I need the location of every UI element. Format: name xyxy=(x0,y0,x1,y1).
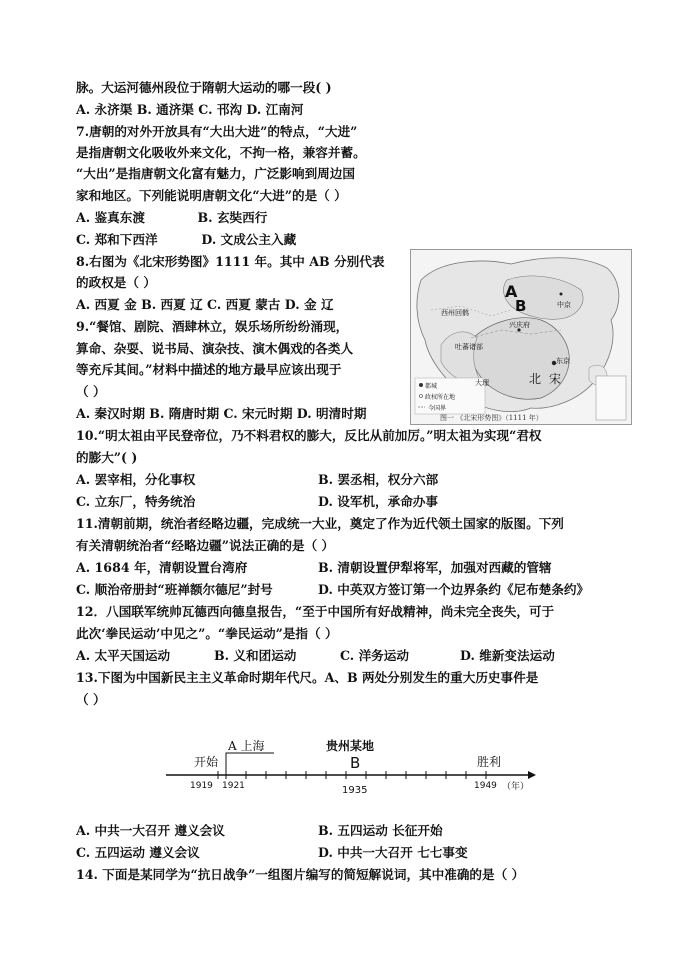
q10-option-c: C. 立东厂，特务统治 xyxy=(76,494,196,509)
q8-options: A. 西夏 金 B. 西夏 辽 C. 西夏 蒙古 D. 金 辽 xyxy=(76,297,334,312)
q12-stem-line1: 12．八国联军统帅瓦德西向德皇报告，“至于中国所有好战精神，尚未完全丧失，可于 xyxy=(76,604,555,619)
q13-stem-line1: 13.下图为中国新民主主义革命时期年代尺。A、B 两处分别发生的重大历史事件是 xyxy=(76,670,539,685)
q13-option-b: B. 五四运动 长征开始 xyxy=(318,823,443,838)
q6-options: A. 永济渠 B. 通济渠 C. 邗沟 D. 江南河 xyxy=(76,102,304,117)
q9-options: A. 秦汉时期 B. 隋唐时期 C. 宋元时期 D. 明清时期 xyxy=(76,406,367,421)
timeline-year-1935: 1935 xyxy=(342,785,368,796)
q10-option-b: B. 罢丞相，权分六部 xyxy=(318,472,439,487)
q9-stem-line1: 9.“餐馆、剧院、酒肆林立，娱乐场所纷纷涌现， xyxy=(76,319,349,334)
map-legend-capital: 都城 xyxy=(425,383,438,390)
map-place-tubo: 吐蕃诸部 xyxy=(455,343,483,351)
q11-option-a: A. 1684 年，清朝设置台湾府 xyxy=(76,560,248,575)
q13-stem-line2: （ ） xyxy=(76,692,106,707)
q13-option-a: A. 中共一大召开 遵义会议 xyxy=(76,823,225,838)
q11-stem-line1: 11.清朝前期，统治者经略边疆，完成统一大业，奠定了作为近代领土国家的版图。下列 xyxy=(76,516,564,531)
q14-stem: 14. 下面是某同学为“抗日战争”一组图片编写的简短解说词，其中准确的是（ ） xyxy=(76,867,525,882)
q9-stem-line3: 等充斥其间。”材料中描述的地方最早应该出现于 xyxy=(76,362,342,377)
timeline-year-1949: 1949 xyxy=(474,781,497,791)
map-place-zhongjing: 中京 xyxy=(557,301,571,309)
q12-option-d: D. 维新变法运动 xyxy=(460,648,555,663)
q13-option-d: D. 中共一大召开 七七事变 xyxy=(318,845,468,860)
q8-stem-line1: 8.右图为《北宋形势图》1111 年。其中 AB 分别代表 xyxy=(76,254,385,269)
q12-stem-line2: 此次‘拳民运动’中见之”。“拳民运动”是指（ ） xyxy=(76,626,338,641)
q11-stem-line2: 有关清朝统治者“经略边疆”说法正确的是（ ） xyxy=(76,538,335,553)
map-place-dongjing: 东京 xyxy=(556,357,570,365)
q8-stem-line2: 的政权是（ ） xyxy=(76,275,156,290)
map-label-b: B xyxy=(515,297,527,315)
timeline-unit: （年） xyxy=(502,782,530,792)
timeline-b-place: 贵州某地 xyxy=(326,739,375,753)
map-place-beisong: 北宋 xyxy=(529,372,570,386)
map-legend-border: 今国界 xyxy=(428,405,447,412)
q10-option-a: A. 罢宰相，分化事权 xyxy=(76,472,196,487)
q10-stem-line1: 10.“明太祖由平民登帝位，乃不料君权的膨大，反比从前加厉。”明太祖为实现“君权 xyxy=(76,428,542,443)
map-caption: 图一 《北宋形势图》（1111 年） xyxy=(440,414,543,422)
timeline-a-label: A 上海 xyxy=(228,739,265,753)
q7-options-row2: C. 郑和下西洋 D. 文成公主入藏 xyxy=(76,232,297,247)
song-map-figure xyxy=(410,249,632,425)
q9-stem-line2: 算命、杂耍、说书局、演杂技、演木偶戏的各类人 xyxy=(76,341,354,356)
q11-option-d: D. 中英双方签订第一个边界条约《尼布楚条约》 xyxy=(318,582,590,597)
map-legend-seat: 政权所在地 xyxy=(425,394,456,401)
map-place-xizhou: 西州回鹘 xyxy=(441,309,469,317)
timeline-year-1921: 1921 xyxy=(222,781,245,791)
q10-option-d: D. 设军机，承命办事 xyxy=(318,494,438,509)
q12-option-a: A. 太平天国运动 xyxy=(76,648,171,663)
q12-option-c: C. 洋务运动 xyxy=(340,648,409,663)
q7-stem-line3: “大出”是指唐朝文化富有魅力，广泛影响到周边国 xyxy=(76,166,355,181)
q13-option-c: C. 五四运动 遵义会议 xyxy=(76,845,200,860)
map-place-xingqing: 兴庆府 xyxy=(509,321,530,329)
map-label-a: A xyxy=(505,282,518,301)
q7-stem-line4: 家和地区。下列能说明唐朝文化“大进”的是（ ） xyxy=(76,188,347,203)
q11-option-b: B. 清朝设置伊犁将军，加强对西藏的管辖 xyxy=(318,560,552,575)
era-timeline xyxy=(166,737,536,802)
timeline-b-label: B xyxy=(350,754,361,772)
timeline-end-label: 胜利 xyxy=(477,755,502,769)
timeline-start-label: 开始 xyxy=(194,755,219,769)
q7-stem-line2: 是指唐朝文化吸收外来文化，不拘一格，兼容并蓄。 xyxy=(76,145,366,160)
q7-stem-line1: 7.唐朝的对外开放具有“大出大进”的特点，“大进” xyxy=(76,124,358,139)
q10-stem-line2: 的膨大”( ) xyxy=(76,450,138,465)
q6-stem-tail: 脉。大运河德州段位于隋朝大运动的哪一段( ) xyxy=(76,80,332,95)
q9-stem-line4: （ ） xyxy=(76,384,106,399)
q12-option-b: B. 义和团运动 xyxy=(214,648,297,663)
q7-options-row1: A. 鉴真东渡 B. 玄奘西行 xyxy=(76,210,268,225)
q11-option-c: C. 顺治帝册封“班禅额尔德尼”封号 xyxy=(76,582,273,597)
timeline-year-1919: 1919 xyxy=(190,781,213,791)
map-place-dali: 大理 xyxy=(475,379,489,387)
